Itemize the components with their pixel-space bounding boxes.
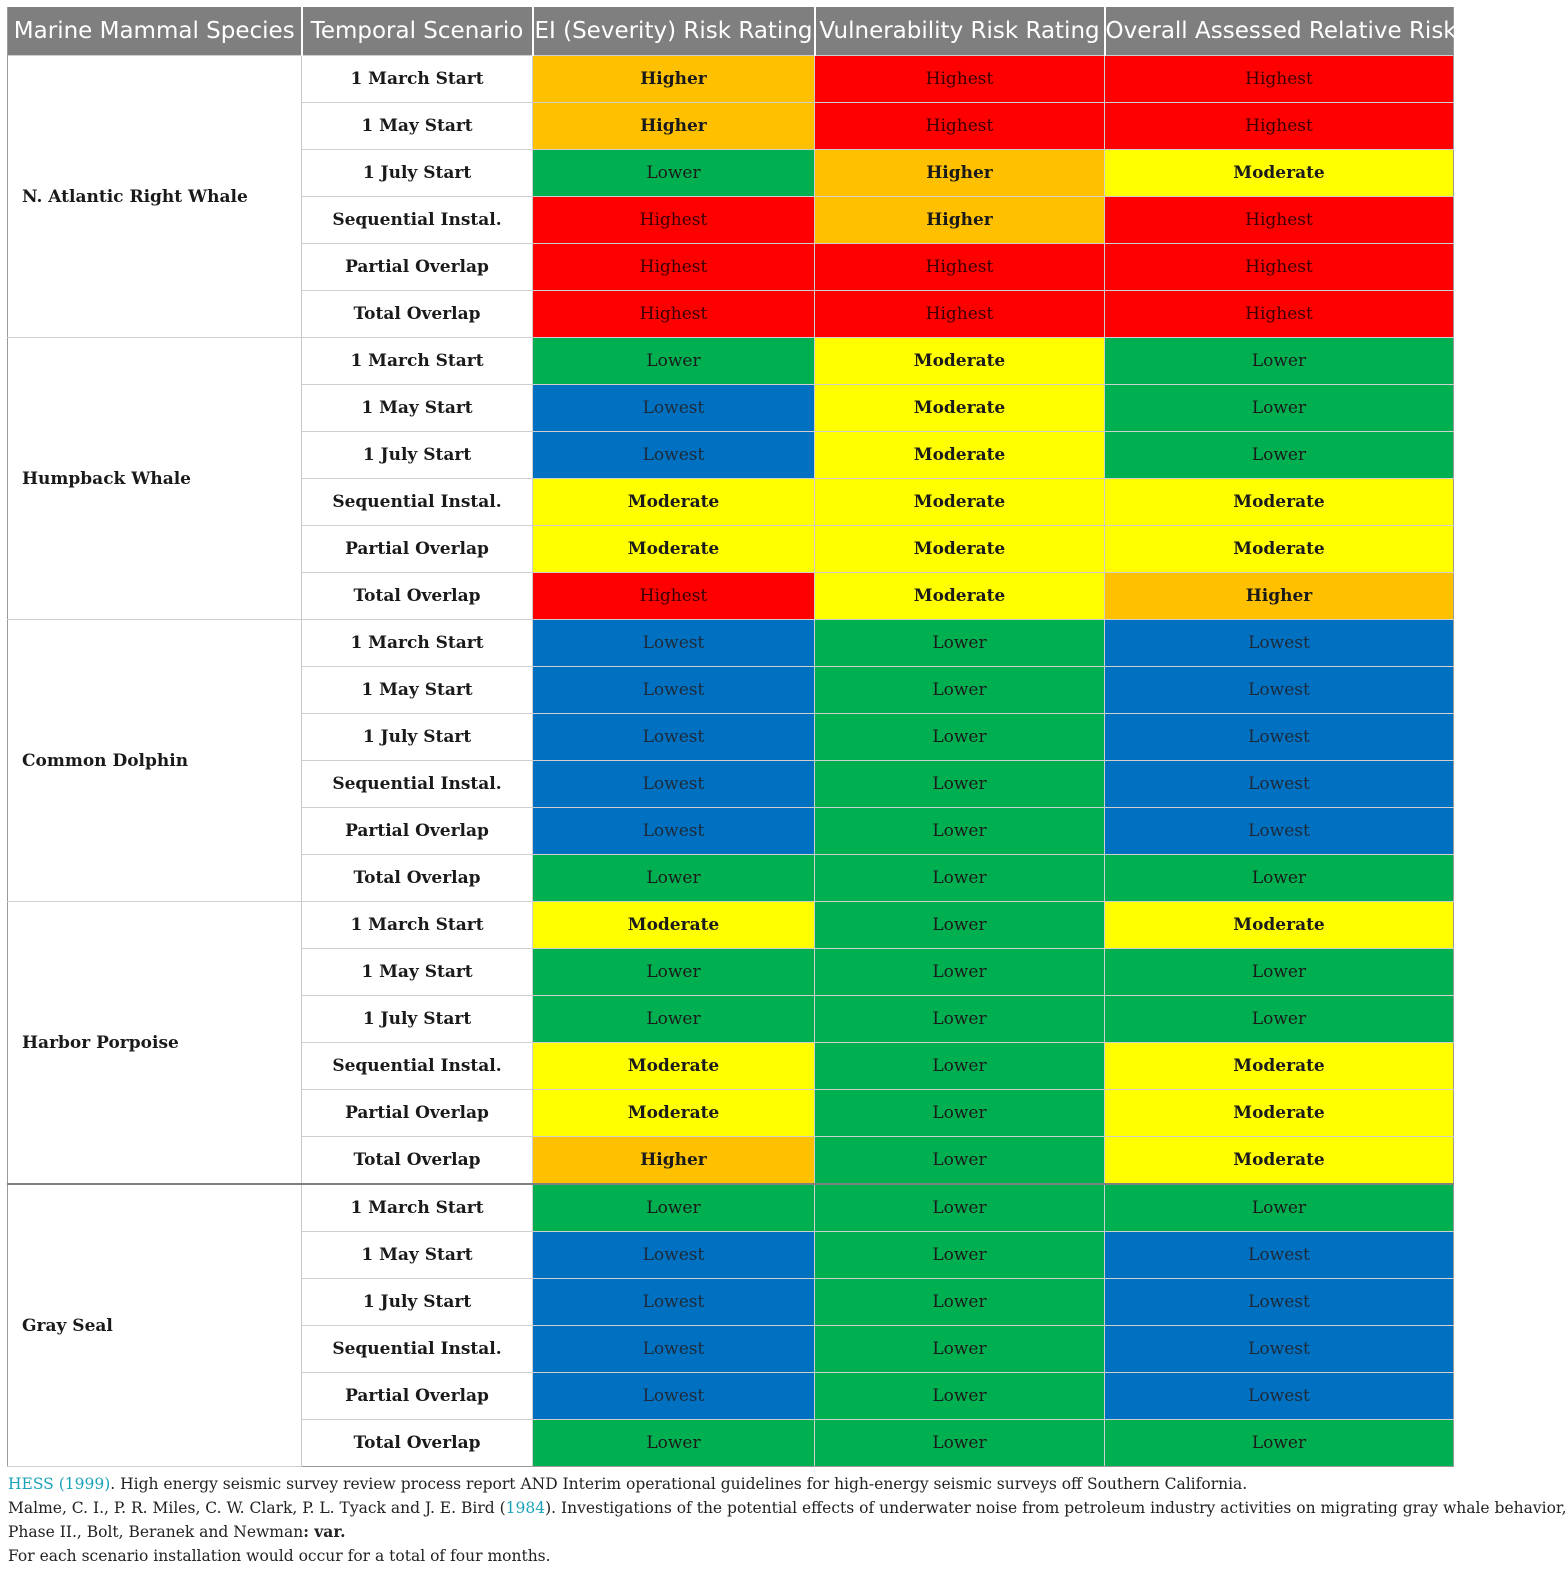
- ei-risk-cell: Highest: [533, 573, 815, 620]
- vulnerability-risk-cell: Moderate: [815, 479, 1105, 526]
- overall-risk-cell: Highest: [1105, 291, 1454, 338]
- reference-link-1984[interactable]: 1984: [505, 1499, 546, 1517]
- header-ei-risk: EI (Severity) Risk Rating: [533, 7, 815, 56]
- table-header: [8, 7, 1457, 56]
- vulnerability-risk-cell: Lower: [815, 902, 1105, 949]
- scenario-cell: Total Overlap: [302, 1137, 533, 1185]
- ei-risk-cell: Lower: [533, 996, 815, 1043]
- scenario-cell: 1 May Start: [302, 103, 533, 150]
- ei-risk-cell: Lower: [533, 338, 815, 385]
- vulnerability-risk-cell: Lower: [815, 1373, 1105, 1420]
- ei-risk-cell: Higher: [533, 56, 815, 103]
- scenario-cell: 1 July Start: [302, 150, 533, 197]
- ei-risk-cell: Moderate: [533, 1043, 815, 1090]
- overall-risk-cell: Highest: [1105, 103, 1454, 150]
- ei-risk-cell: Lowest: [533, 620, 815, 667]
- footnote: For each scenario installation would occur for a total of four months.: [8, 1547, 551, 1565]
- vulnerability-risk-cell: Higher: [815, 197, 1105, 244]
- overall-risk-cell: Lowest: [1105, 667, 1454, 714]
- ei-risk-cell: Lowest: [533, 714, 815, 761]
- scenario-cell: Sequential Instal.: [302, 1326, 533, 1373]
- overall-risk-cell: Moderate: [1105, 1090, 1454, 1137]
- scenario-cell: 1 May Start: [302, 385, 533, 432]
- overall-risk-cell: Lowest: [1105, 1373, 1454, 1420]
- table-row: [8, 620, 1454, 667]
- ei-risk-cell: Lowest: [533, 432, 815, 479]
- overall-risk-cell: Lowest: [1105, 1326, 1454, 1373]
- vulnerability-risk-cell: Highest: [815, 56, 1105, 103]
- vulnerability-risk-cell: Lower: [815, 667, 1105, 714]
- overall-risk-cell: Moderate: [1105, 1043, 1454, 1090]
- ei-risk-cell: Highest: [533, 197, 815, 244]
- overall-risk-cell: Lower: [1105, 432, 1454, 479]
- vulnerability-risk-cell: Moderate: [815, 385, 1105, 432]
- vulnerability-risk-cell: Lower: [815, 620, 1105, 667]
- ei-risk-cell: Lowest: [533, 1279, 815, 1326]
- scenario-cell: 1 May Start: [302, 667, 533, 714]
- ei-risk-cell: Lowest: [533, 667, 815, 714]
- ei-risk-cell: Lower: [533, 855, 815, 902]
- table-row: [8, 902, 1454, 949]
- vulnerability-risk-cell: Lower: [815, 761, 1105, 808]
- reference-bold-text: : var.: [303, 1522, 346, 1541]
- vulnerability-risk-cell: Moderate: [815, 432, 1105, 479]
- header-scenario: Temporal Scenario: [302, 7, 533, 56]
- species-cell-humpback-whale: Humpback Whale: [8, 338, 302, 620]
- reference-malme: [8, 1496, 1567, 1520]
- vulnerability-risk-cell: Lower: [815, 1232, 1105, 1279]
- ei-risk-cell: Moderate: [533, 479, 815, 526]
- scenario-cell: 1 March Start: [302, 1184, 533, 1232]
- vulnerability-risk-cell: Moderate: [815, 338, 1105, 385]
- table-body: [8, 56, 1454, 1467]
- vulnerability-risk-cell: Lower: [815, 714, 1105, 761]
- ei-risk-cell: Lowest: [533, 1326, 815, 1373]
- vulnerability-risk-cell: Lower: [815, 1420, 1105, 1467]
- ei-risk-cell: Moderate: [533, 1090, 815, 1137]
- header-overall-risk: Overall Assessed Relative Risk: [1105, 7, 1454, 56]
- scenario-cell: 1 March Start: [302, 620, 533, 667]
- scenario-cell: 1 May Start: [302, 1232, 533, 1279]
- vulnerability-risk-cell: Higher: [815, 150, 1105, 197]
- scenario-cell: 1 July Start: [302, 714, 533, 761]
- ei-risk-cell: Highest: [533, 291, 815, 338]
- species-cell-gray-seal: Gray Seal: [8, 1184, 302, 1467]
- overall-risk-cell: Moderate: [1105, 1137, 1454, 1185]
- scenario-cell: Partial Overlap: [302, 808, 533, 855]
- scenario-cell: 1 July Start: [302, 996, 533, 1043]
- vulnerability-risk-cell: Moderate: [815, 573, 1105, 620]
- reference-text: Malme, C. I., P. R. Miles, C. W. Clark, P. L. Tyack and J. E. Bird (: [8, 1499, 506, 1517]
- overall-risk-cell: Lower: [1105, 385, 1454, 432]
- ei-risk-cell: Lowest: [533, 761, 815, 808]
- overall-risk-cell: Highest: [1105, 56, 1454, 103]
- vulnerability-risk-cell: Lower: [815, 855, 1105, 902]
- overall-risk-cell: Lower: [1105, 338, 1454, 385]
- vulnerability-risk-cell: Lower: [815, 808, 1105, 855]
- vulnerability-risk-cell: Moderate: [815, 526, 1105, 573]
- scenario-cell: Sequential Instal.: [302, 197, 533, 244]
- overall-risk-cell: Lower: [1105, 1420, 1454, 1467]
- reference-text: . High energy seismic survey review process report AND Interim operational guidelines for high-energy seismic surveys off Southern California.: [110, 1475, 1248, 1493]
- reference-hess: [8, 1472, 1453, 1496]
- ei-risk-cell: Lowest: [533, 1373, 815, 1420]
- overall-risk-cell: Higher: [1105, 573, 1454, 620]
- overall-risk-cell: Lower: [1105, 855, 1454, 902]
- header-vulnerability-risk: Vulnerability Risk Rating: [815, 7, 1105, 56]
- overall-risk-cell: Lowest: [1105, 1279, 1454, 1326]
- scenario-cell: Partial Overlap: [302, 244, 533, 291]
- vulnerability-risk-cell: Lower: [815, 949, 1105, 996]
- table-notes: [7, 1472, 1567, 1568]
- ei-risk-cell: Higher: [533, 103, 815, 150]
- vulnerability-risk-cell: Highest: [815, 244, 1105, 291]
- vulnerability-risk-cell: Lower: [815, 1184, 1105, 1232]
- scenario-cell: Total Overlap: [302, 573, 533, 620]
- vulnerability-risk-cell: Highest: [815, 291, 1105, 338]
- overall-risk-cell: Lower: [1105, 949, 1454, 996]
- scenario-cell: Partial Overlap: [302, 526, 533, 573]
- overall-risk-cell: Lowest: [1105, 620, 1454, 667]
- risk-table: [7, 7, 1457, 1467]
- table-row: [8, 56, 1454, 103]
- scenario-cell: Partial Overlap: [302, 1090, 533, 1137]
- vulnerability-risk-cell: Lower: [815, 1043, 1105, 1090]
- vulnerability-risk-cell: Highest: [815, 103, 1105, 150]
- ei-risk-cell: Lowest: [533, 1232, 815, 1279]
- table-row: [8, 338, 1454, 385]
- overall-risk-cell: Lower: [1105, 996, 1454, 1043]
- ei-risk-cell: Moderate: [533, 902, 815, 949]
- scenario-cell: 1 July Start: [302, 432, 533, 479]
- overall-risk-cell: Moderate: [1105, 902, 1454, 949]
- scenario-cell: Total Overlap: [302, 291, 533, 338]
- overall-risk-cell: Moderate: [1105, 150, 1454, 197]
- overall-risk-cell: Highest: [1105, 197, 1454, 244]
- vulnerability-risk-cell: Lower: [815, 1090, 1105, 1137]
- scenario-cell: Sequential Instal.: [302, 479, 533, 526]
- scenario-cell: Total Overlap: [302, 855, 533, 902]
- header-row: [8, 7, 1454, 56]
- ei-risk-cell: Lower: [533, 949, 815, 996]
- ei-risk-cell: Higher: [533, 1137, 815, 1185]
- reference-malme-cont: [8, 1520, 1453, 1544]
- ei-risk-cell: Lowest: [533, 808, 815, 855]
- species-cell-n-atlantic-right-whale: N. Atlantic Right Whale: [8, 56, 302, 338]
- scenario-cell: 1 March Start: [302, 902, 533, 949]
- overall-risk-cell: Lowest: [1105, 1232, 1454, 1279]
- vulnerability-risk-cell: Lower: [815, 1137, 1105, 1185]
- ei-risk-cell: Lower: [533, 150, 815, 197]
- reference-link-hess[interactable]: HESS (1999): [8, 1475, 111, 1493]
- table-container: [7, 7, 1567, 1568]
- vulnerability-risk-cell: Lower: [815, 1279, 1105, 1326]
- overall-risk-cell: Moderate: [1105, 479, 1454, 526]
- ei-risk-cell: Lowest: [533, 385, 815, 432]
- overall-risk-cell: Lowest: [1105, 808, 1454, 855]
- scenario-cell: Total Overlap: [302, 1420, 533, 1467]
- scenario-cell: 1 July Start: [302, 1279, 533, 1326]
- ei-risk-cell: Lower: [533, 1420, 815, 1467]
- vulnerability-risk-cell: Lower: [815, 1326, 1105, 1373]
- species-cell-harbor-porpoise: Harbor Porpoise: [8, 902, 302, 1185]
- scenario-cell: Sequential Instal.: [302, 761, 533, 808]
- ei-risk-cell: Lower: [533, 1184, 815, 1232]
- scenario-cell: Partial Overlap: [302, 1373, 533, 1420]
- overall-risk-cell: Lowest: [1105, 761, 1454, 808]
- reference-text: ). Investigations of the potential effects of underwater noise from petroleum industry activities on migrating gray whale behavior,: [545, 1499, 1567, 1517]
- vulnerability-risk-cell: Lower: [815, 996, 1105, 1043]
- reference-text: Phase II., Bolt, Beranek and Newman: [8, 1523, 304, 1541]
- ei-risk-cell: Moderate: [533, 526, 815, 573]
- scenario-cell: 1 May Start: [302, 949, 533, 996]
- scenario-cell: 1 March Start: [302, 56, 533, 103]
- species-cell-common-dolphin: Common Dolphin: [8, 620, 302, 902]
- scenario-cell: Sequential Instal.: [302, 1043, 533, 1090]
- overall-risk-cell: Lowest: [1105, 714, 1454, 761]
- scenario-cell: 1 March Start: [302, 338, 533, 385]
- overall-risk-cell: Highest: [1105, 244, 1454, 291]
- overall-risk-cell: Moderate: [1105, 526, 1454, 573]
- table-row: [8, 1184, 1454, 1232]
- ei-risk-cell: Highest: [533, 244, 815, 291]
- header-species: Marine Mammal Species: [8, 7, 302, 56]
- overall-risk-cell: Lower: [1105, 1184, 1454, 1232]
